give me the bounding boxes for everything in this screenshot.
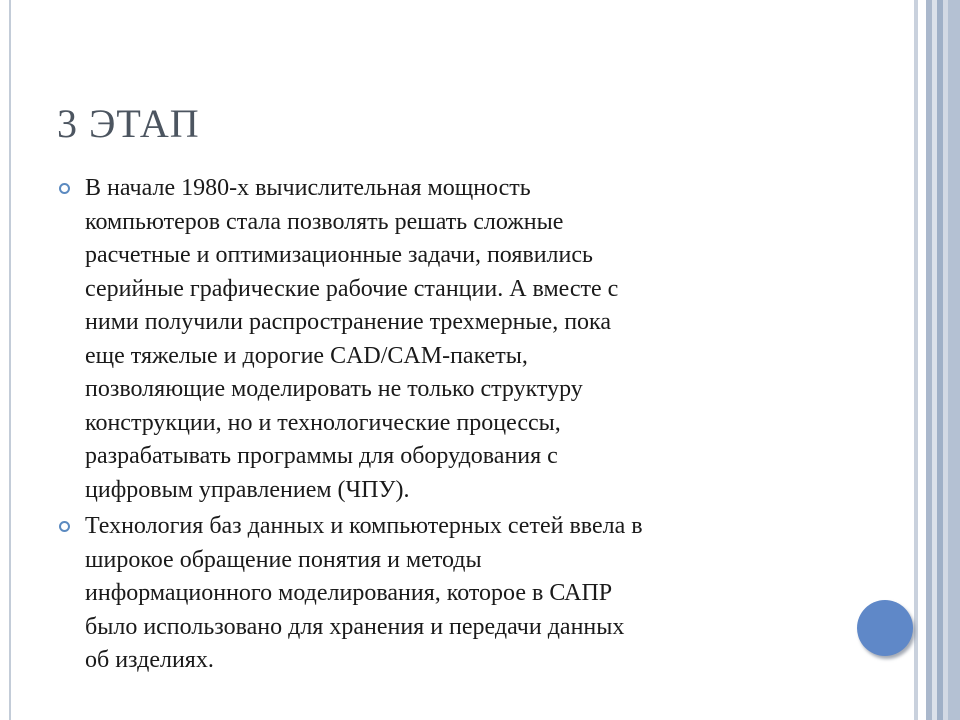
stripe	[918, 0, 926, 720]
bullet-list	[58, 172, 828, 681]
text-line: конструкции, но и технологические процессы,	[85, 409, 561, 436]
stripe	[948, 0, 960, 720]
text-line: разрабатывать программы для оборудования с	[85, 443, 558, 469]
bullet-text	[85, 172, 828, 507]
right-decorative-stripes	[914, 0, 960, 720]
text-line: компьютеров стала позволять решать сложные	[85, 208, 564, 235]
circle-decoration-icon	[857, 600, 913, 656]
bullet-text	[85, 510, 828, 678]
text-line: Технология баз данных и компьютерных сетей ввела в	[85, 513, 643, 539]
text-line: цифровым управлением (ЧПУ).	[85, 476, 410, 503]
text-line: расчетные и оптимизационные задачи, появились	[85, 242, 593, 268]
bullet-item	[58, 172, 828, 507]
text-line: об изделиях.	[85, 647, 214, 673]
text-line: было использовано для хранения и передачи данных	[85, 613, 625, 640]
text-line: серийные графические рабочие станции. А вместе с	[85, 275, 619, 302]
bullet-item	[58, 510, 828, 678]
left-border-line	[9, 0, 11, 720]
text-line: ними получили распространение трехмерные, пока	[85, 309, 611, 335]
text-line: В начале 1980-х вычислительная мощность	[85, 175, 531, 201]
text-line: информационного моделирования, которое в САПР	[85, 580, 613, 606]
ring-bullet-icon	[59, 521, 70, 532]
text-line: широкое обращение понятия и методы	[85, 546, 482, 573]
text-line: позволяющие моделировать не только структуру	[85, 376, 583, 402]
ring-bullet-icon	[59, 183, 70, 194]
text-line: еще тяжелые и дорогие CAD/CAM-пакеты,	[85, 342, 528, 369]
slide-title: 3 ЭТАП	[57, 101, 200, 146]
